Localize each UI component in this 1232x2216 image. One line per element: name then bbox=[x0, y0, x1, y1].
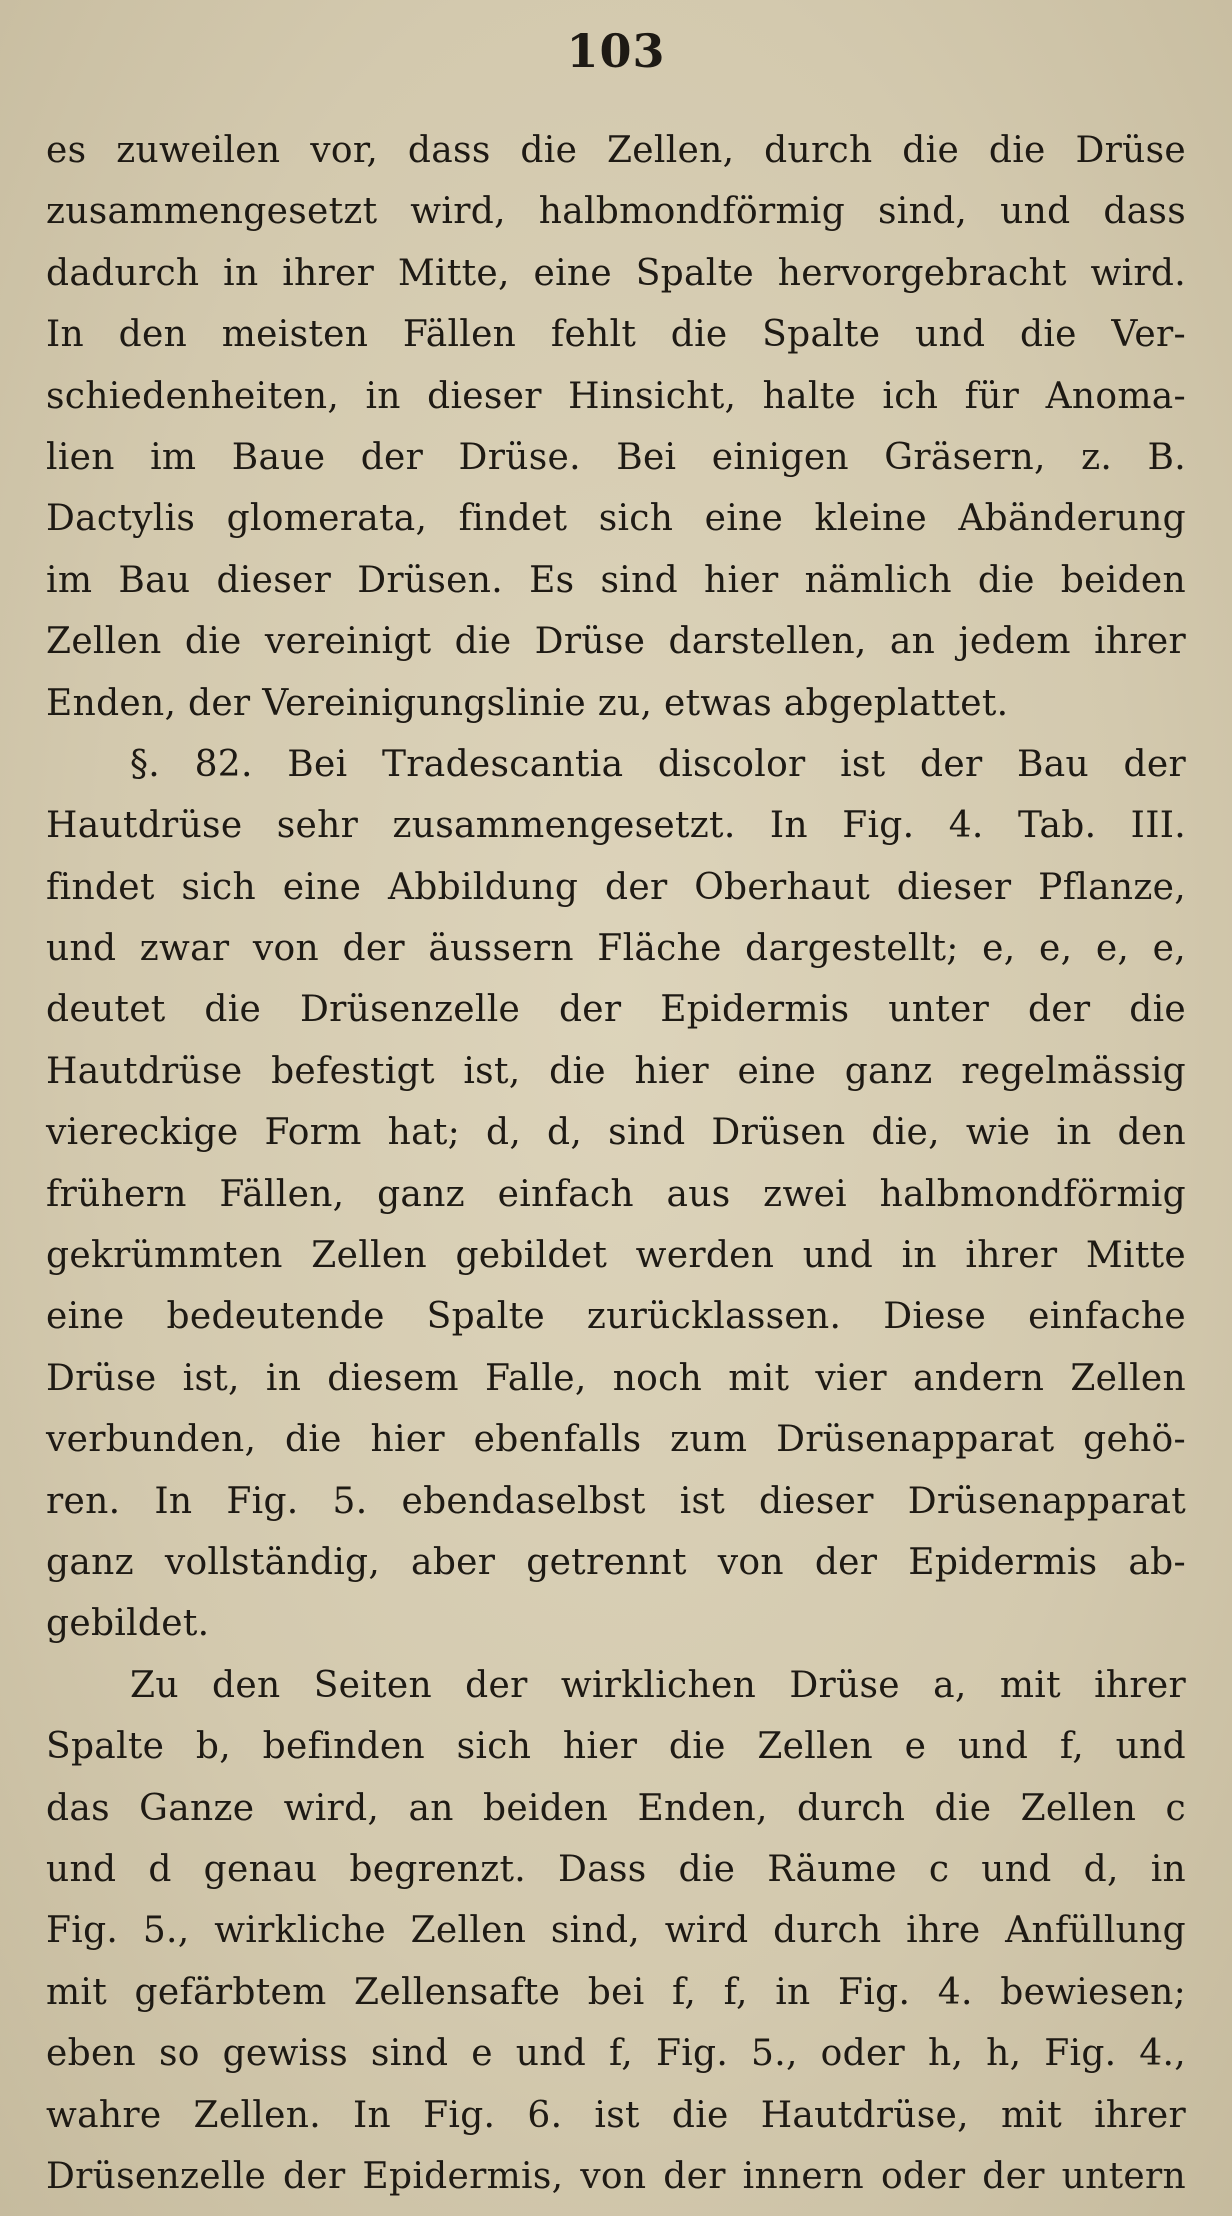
text-line: gekrümmten Zellen gebildet werden und in ihrer Mitte bbox=[46, 1235, 1186, 1277]
text-line: Drüse ist, in diesem Falle, noch mit vier andern Zellen bbox=[46, 1357, 1186, 1399]
text-line: verbunden, die hier ebenfalls zum Drüsenapparat gehö- bbox=[46, 1419, 1186, 1461]
text-line: Fig. 5., wirkliche Zellen sind, wird durch ihre Anfüllung bbox=[46, 1910, 1186, 1952]
text-line: deutet die Drüsenzelle der Epidermis unter der die bbox=[46, 989, 1186, 1031]
text-line: Hautdrüse sehr zusammengesetzt. In Fig. 4. Tab. III. bbox=[46, 805, 1186, 847]
text-line: Enden, der Vereinigungslinie zu, etwas abgeplattet. bbox=[46, 682, 1009, 724]
text-line: ganz vollständig, aber getrennt von der Epidermis ab- bbox=[46, 1541, 1186, 1583]
text-line: dadurch in ihrer Mitte, eine Spalte hervorgebracht wird. bbox=[46, 252, 1186, 294]
text-line: es zuweilen vor, dass die Zellen, durch die die Drüse bbox=[46, 130, 1186, 171]
text-line: In den meisten Fällen fehlt die Spalte und die Ver- bbox=[46, 314, 1186, 356]
text-line: viereckige Form hat; d, d, sind Drüsen die, wie in den bbox=[46, 1112, 1186, 1154]
text-line: und d genau begrenzt. Dass die Räume c und d, in bbox=[46, 1848, 1186, 1890]
text-line: das Ganze wird, an beiden Enden, durch die Zellen c bbox=[46, 1787, 1186, 1829]
text-line: lien im Baue der Drüse. Bei einigen Gräsern, z. B. bbox=[46, 436, 1186, 478]
body-text bbox=[46, 120, 1186, 2207]
text-line: eine bedeutende Spalte zurücklassen. Diese einfache bbox=[46, 1296, 1186, 1338]
text-line: schiedenheiten, in dieser Hinsicht, halte ich für Anoma- bbox=[46, 375, 1186, 417]
text-line: ren. In Fig. 5. ebendaselbst ist dieser Drüsenapparat bbox=[46, 1480, 1186, 1522]
paragraph-start-line: Zu den Seiten der wirklichen Drüse a, mit ihrer bbox=[130, 1664, 1186, 1706]
text-line: Spalte b, befinden sich hier die Zellen e und f, und bbox=[46, 1726, 1186, 1768]
text-line: findet sich eine Abbildung der Oberhaut dieser Pflanze, bbox=[46, 866, 1186, 908]
text-line: Hautdrüse befestigt ist, die hier eine ganz regelmässig bbox=[46, 1050, 1186, 1092]
text-line: Drüsenzelle der Epidermis, von der innern oder der untern bbox=[46, 2155, 1186, 2197]
text-line: und zwar von der äussern Fläche dargestellt; e, e, e, e, bbox=[46, 928, 1186, 970]
text-line: wahre Zellen. In Fig. 6. ist die Hautdrüse, mit ihrer bbox=[46, 2094, 1186, 2136]
text-line: mit gefärbtem Zellensafte bei f, f, in Fig. 4. bewiesen; bbox=[46, 1971, 1186, 2013]
section-heading-line: §. 82. Bei Tradescantia discolor ist der Bau der bbox=[130, 743, 1186, 785]
text-line: frühern Fällen, ganz einfach aus zwei halbmondförmig bbox=[46, 1173, 1186, 1215]
page-number: 103 bbox=[566, 24, 666, 78]
text-line: Zellen die vereinigt die Drüse darstellen, an jedem ihrer bbox=[46, 621, 1186, 663]
text-line: im Bau dieser Drüsen. Es sind hier nämlich die beiden bbox=[46, 559, 1186, 601]
text-line: gebildet. bbox=[46, 1603, 210, 1645]
text-line: eben so gewiss sind e und f, Fig. 5., oder h, h, Fig. 4., bbox=[46, 2033, 1186, 2075]
text-line: Dactylis glomerata, findet sich eine kleine Abänderung bbox=[46, 498, 1186, 540]
text-line: zusammengesetzt wird, halbmondförmig sind, und dass bbox=[46, 191, 1186, 233]
